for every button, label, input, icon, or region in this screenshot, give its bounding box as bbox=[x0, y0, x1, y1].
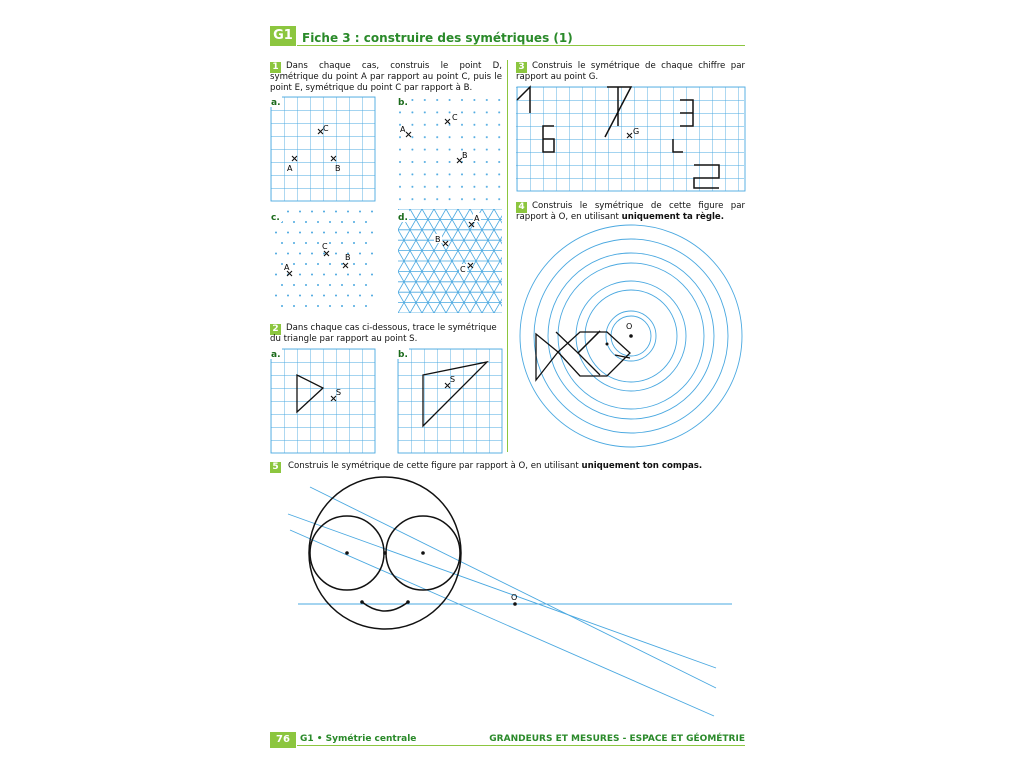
grid-a bbox=[269, 95, 375, 201]
triangle-grid-a bbox=[269, 347, 375, 453]
exercise-1-figures bbox=[268, 94, 508, 316]
svg-text:B: B bbox=[462, 151, 468, 160]
exercise-3-instructions: Construis le symétrique de chaque chiffre par rapport au point G. bbox=[516, 61, 745, 82]
svg-text:b.: b. bbox=[398, 98, 408, 108]
svg-text:C: C bbox=[460, 265, 466, 274]
exercise-5-figure bbox=[280, 474, 740, 724]
exercise-4-instructions: Construis le symétrique de cette figure par rapport à O, en utilisant uniquement ta règle. bbox=[516, 201, 745, 222]
svg-text:B: B bbox=[335, 164, 341, 173]
exercise-5-instructions: Construis le symétrique de cette figure par rapport à O, en utilisant uniquement ton compas. bbox=[288, 461, 703, 471]
svg-text:b.: b. bbox=[398, 350, 408, 360]
svg-text:S: S bbox=[336, 388, 342, 397]
footer-domain: GRANDEURS ET MESURES - ESPACE ET GÉOMÉTRIE bbox=[489, 734, 745, 744]
svg-text:O: O bbox=[511, 593, 518, 602]
svg-text:a.: a. bbox=[271, 98, 281, 108]
exercise-2-figures bbox=[268, 346, 508, 454]
grid-b bbox=[396, 95, 508, 201]
exercise-3-number: 3 bbox=[516, 62, 527, 73]
svg-text:A: A bbox=[284, 263, 290, 272]
svg-text:B: B bbox=[345, 253, 351, 262]
exercise-4-figure bbox=[514, 222, 748, 454]
exercise-4-number: 4 bbox=[516, 202, 527, 213]
svg-text:C: C bbox=[323, 124, 329, 133]
svg-text:A: A bbox=[287, 164, 293, 173]
svg-text:C: C bbox=[452, 113, 458, 122]
exercise-2-instructions: Dans chaque cas ci-dessous, trace le symétrique du triangle par rapport au point S. bbox=[270, 323, 497, 344]
svg-text:d.: d. bbox=[398, 213, 408, 223]
svg-text:a.: a. bbox=[271, 350, 281, 360]
page-title: Fiche 3 : construire des symétriques (1) bbox=[302, 31, 573, 45]
svg-text:c.: c. bbox=[271, 213, 280, 223]
svg-text:G: G bbox=[633, 127, 640, 136]
exercise-1-instructions: Dans chaque cas, construis le point D, symétrique du point A par rapport au point C, puis le point E, symétrique du point C par rapport à B. bbox=[270, 61, 502, 93]
header-rule bbox=[297, 45, 745, 46]
page-number: 76 bbox=[270, 732, 296, 748]
svg-text:B: B bbox=[435, 235, 441, 244]
svg-text:O: O bbox=[626, 322, 633, 331]
svg-text:A: A bbox=[474, 214, 480, 223]
grid-c bbox=[269, 209, 375, 313]
digits-grid bbox=[516, 87, 745, 191]
triangle-grid-b bbox=[396, 347, 502, 453]
exercise-1-number: 1 bbox=[270, 62, 281, 73]
exercise-2-number: 2 bbox=[270, 324, 281, 335]
exercise-3-figure bbox=[514, 84, 748, 192]
footer-chapter: G1 • Symétrie centrale bbox=[300, 734, 417, 744]
svg-text:A: A bbox=[400, 125, 406, 134]
exercise-5-number: 5 bbox=[270, 462, 281, 473]
chapter-tag: G1 bbox=[270, 26, 296, 46]
footer-rule bbox=[297, 745, 745, 746]
svg-text:C: C bbox=[322, 242, 328, 251]
svg-text:S: S bbox=[450, 375, 456, 384]
